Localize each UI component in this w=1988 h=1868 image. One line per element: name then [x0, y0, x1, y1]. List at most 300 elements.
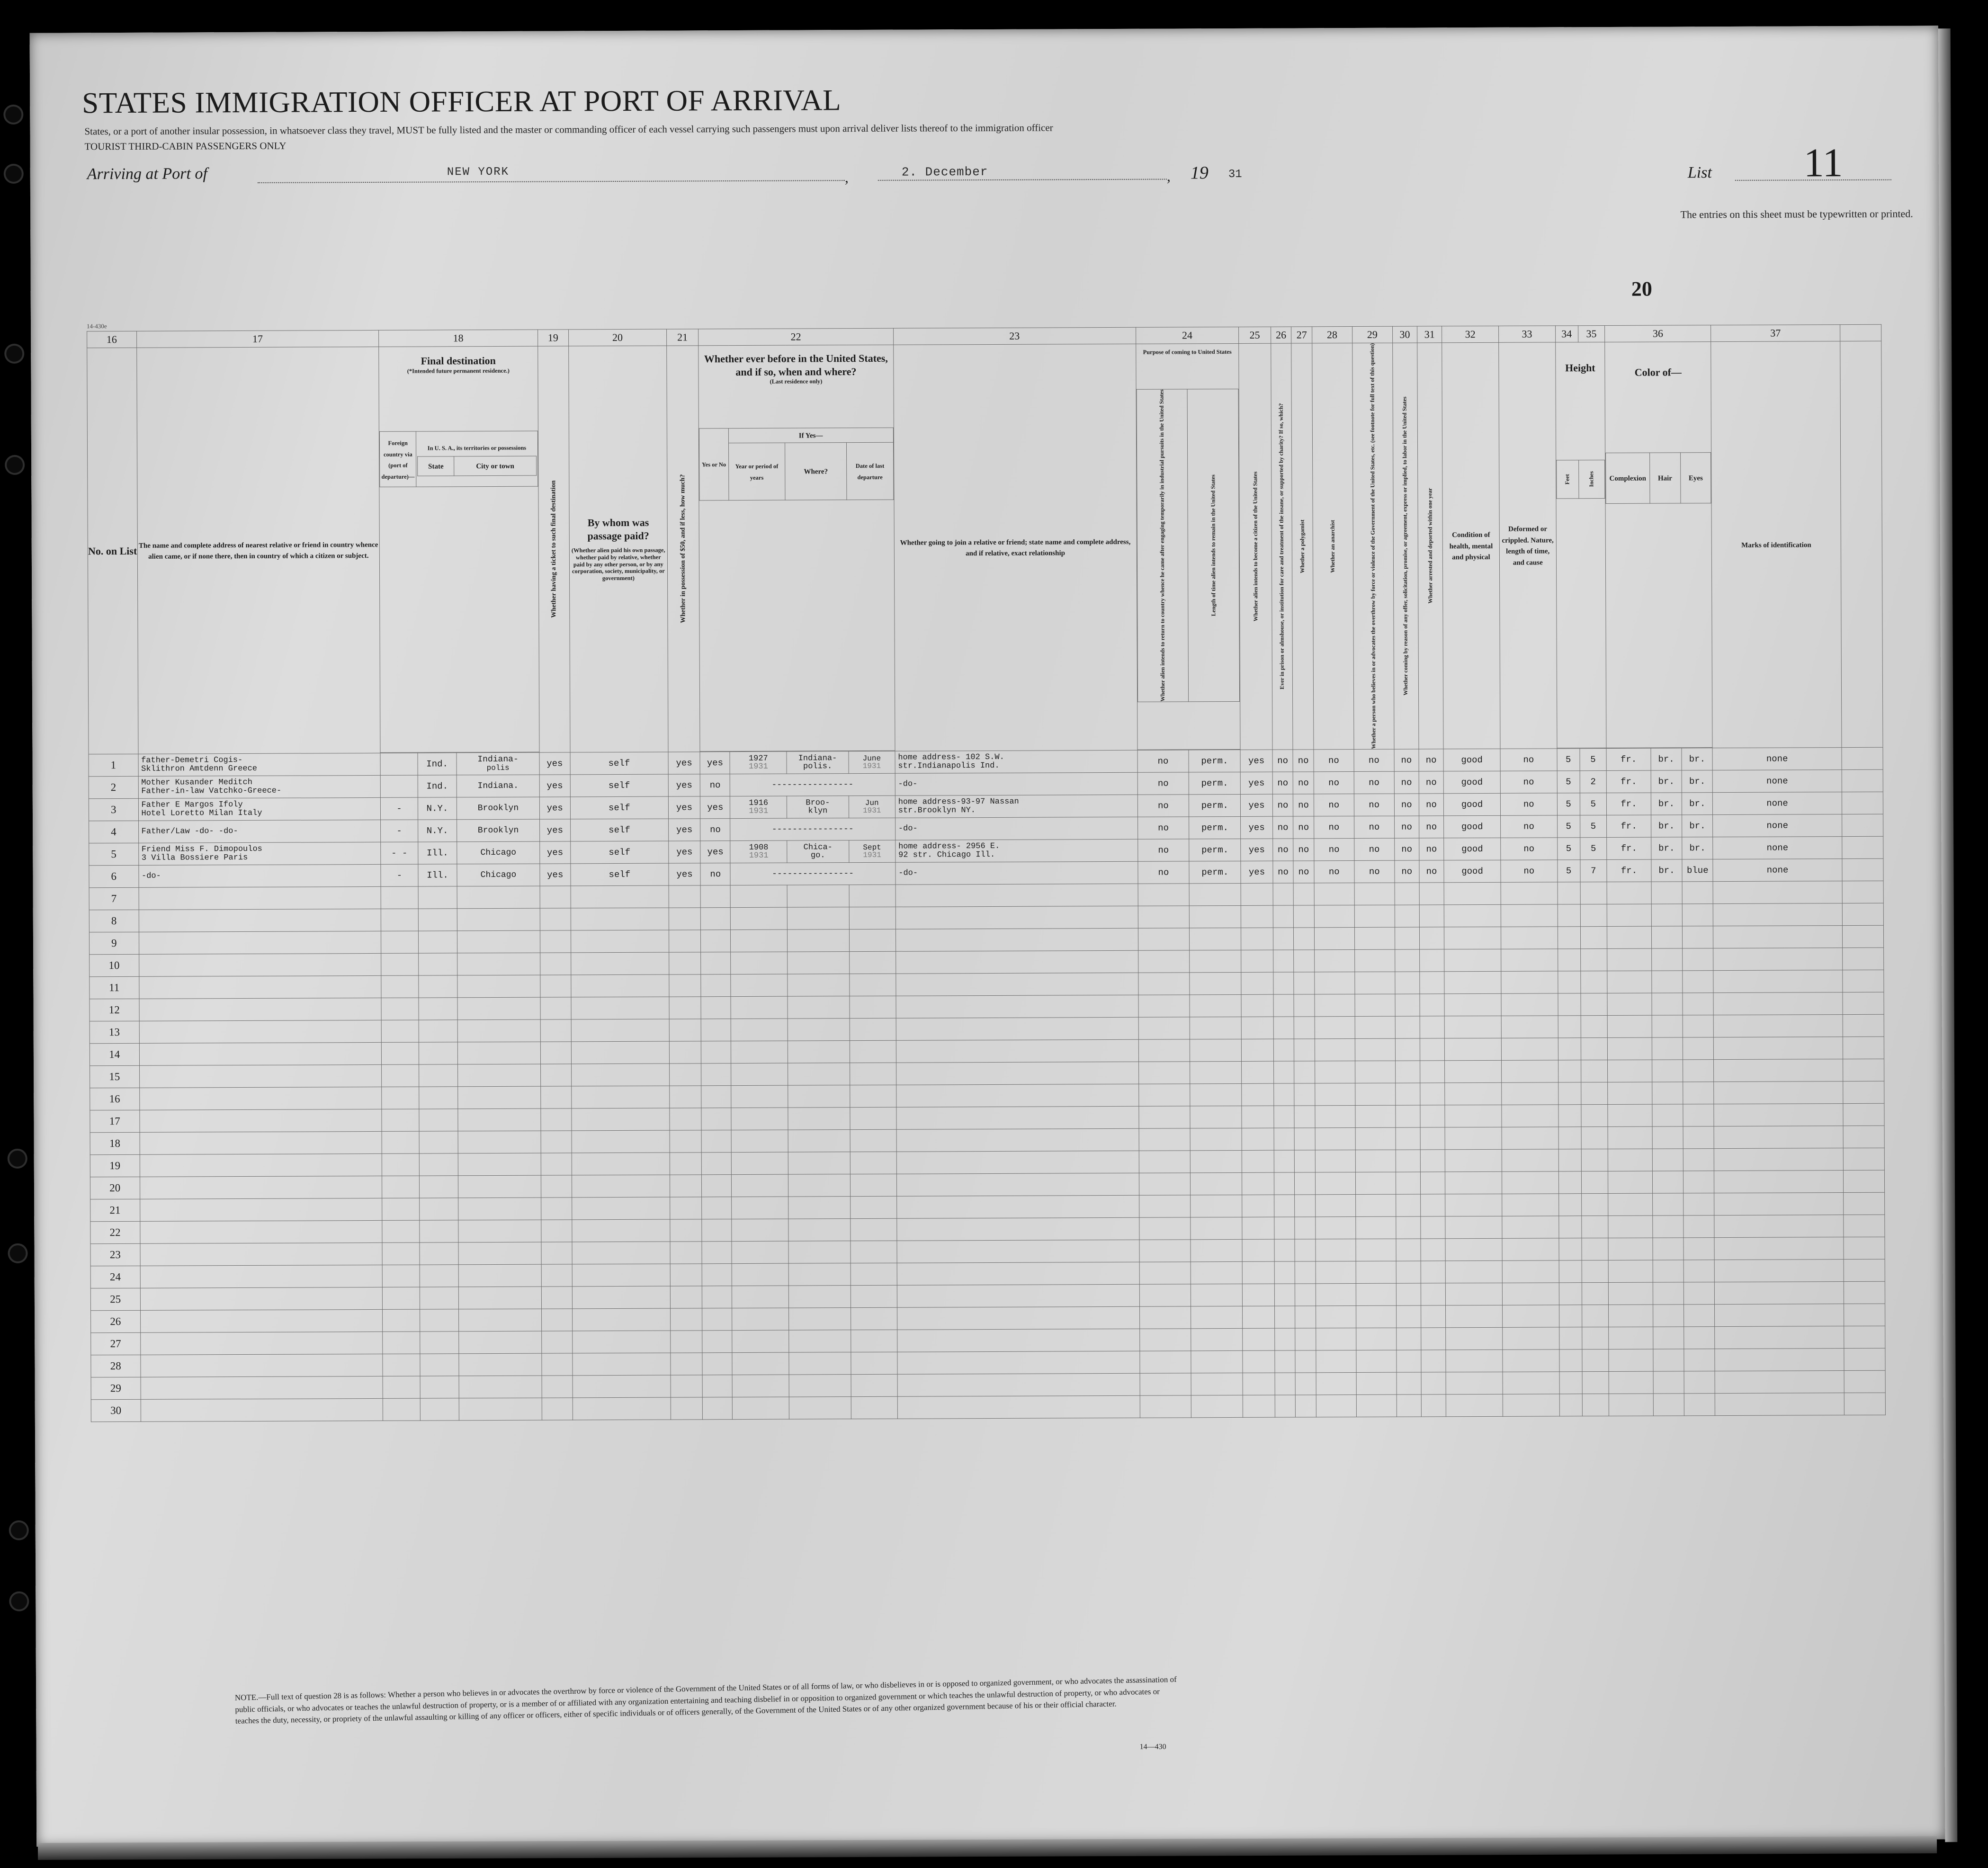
cell-foreign-country: - -	[381, 842, 418, 864]
cell-before-date	[851, 1263, 897, 1285]
cell-hair	[1652, 1149, 1683, 1171]
binder-hole	[9, 1245, 26, 1261]
cell-state	[419, 1176, 458, 1198]
cell-anarchist	[1315, 1127, 1355, 1150]
cell-contract-labor	[1396, 1305, 1421, 1328]
cell-city	[457, 953, 540, 975]
cell-before-date: Sept 1931	[849, 840, 895, 862]
cell-polygamist	[1295, 1373, 1316, 1395]
cell-height-feet	[1558, 882, 1580, 904]
cell-marks: none	[1712, 747, 1841, 770]
row-number: 7	[89, 887, 139, 910]
cell-passage-paid	[571, 1064, 669, 1086]
cell-right-margin	[1843, 1126, 1885, 1148]
cell-right-margin	[1843, 1170, 1885, 1192]
row-number: 4	[89, 821, 139, 843]
cell-nearest-relative	[140, 1354, 383, 1377]
cell-condition-health	[1445, 1038, 1502, 1060]
cell-height-feet	[1558, 927, 1580, 949]
cell-state	[420, 1265, 459, 1287]
list-label: List	[1687, 164, 1712, 182]
cell-passage-paid	[572, 1219, 670, 1242]
cell-foreign-country: -	[381, 797, 418, 820]
cell-length-of-stay	[1190, 950, 1241, 972]
cell-marks: none	[1713, 769, 1842, 792]
header-foreign-country: Foreign country via (port of departure)—	[381, 439, 415, 480]
form-code-left: 14-430e	[87, 322, 107, 330]
cell-anarchist: no	[1314, 771, 1354, 794]
cell-passage-paid	[571, 974, 669, 997]
cell-before-date	[851, 1352, 897, 1374]
cell-polygamist	[1294, 1039, 1315, 1061]
cell-hair	[1652, 993, 1683, 1015]
cell-height-inches	[1581, 1015, 1608, 1037]
cell-nearest-relative	[139, 975, 381, 999]
cell-complexion	[1607, 882, 1651, 904]
cell-before-year	[732, 1330, 789, 1352]
cell-prison-almshouse: no	[1272, 816, 1293, 839]
manifest-rows	[89, 747, 1885, 1422]
cell-joining: home address- 102 S.W. str.Indianapolis Ind.	[895, 750, 1137, 773]
row-number: 3	[89, 798, 138, 821]
cell-height-inches	[1582, 1349, 1609, 1371]
cell-joining	[897, 1284, 1139, 1307]
cell-length-of-stay	[1191, 1328, 1243, 1350]
cell-height-feet: 5	[1557, 771, 1580, 793]
cell-height-inches	[1580, 882, 1607, 904]
cell-foreign-country	[383, 1309, 420, 1332]
cell-height-feet	[1558, 1216, 1581, 1238]
cell-joining	[896, 1151, 1139, 1174]
cell-polygamist: no	[1293, 839, 1314, 861]
cell-anarchist	[1315, 972, 1355, 994]
cell-height-inches: 5	[1580, 837, 1607, 859]
cell-overthrow-government	[1355, 1150, 1396, 1172]
row-number: 25	[90, 1288, 140, 1310]
cell-ticket	[541, 1198, 572, 1220]
cell-before-year	[731, 1063, 788, 1085]
cell-foreign-country	[383, 1376, 420, 1398]
cell-right-margin	[1844, 1393, 1886, 1415]
page-title: STATES IMMIGRATION OFFICER AT PORT OF ARRIVAL	[82, 83, 842, 120]
row-number: 1	[89, 754, 138, 776]
comma-2: ,	[1166, 167, 1171, 185]
cell-nearest-relative	[140, 1198, 382, 1221]
cell-height-inches: 7	[1580, 859, 1607, 882]
cell-joining	[895, 950, 1138, 974]
cell-purpose-return	[1139, 1195, 1191, 1217]
cell-before-yesno	[702, 1263, 732, 1286]
cell-prison-almshouse	[1275, 1373, 1296, 1395]
cell-deformed-crippled	[1501, 927, 1558, 949]
cell-height-inches	[1580, 971, 1607, 993]
cell-anarchist	[1314, 883, 1354, 905]
cell-length-of-stay	[1190, 1083, 1242, 1106]
cell-overthrow-government	[1355, 972, 1395, 994]
cell-state	[420, 1309, 459, 1332]
cell-height-inches	[1581, 993, 1608, 1015]
cell-overthrow-government	[1356, 1350, 1397, 1372]
cell-marks	[1714, 1170, 1843, 1193]
cell-state: Ind.	[418, 753, 457, 775]
cell-before-where	[788, 951, 850, 974]
cell-fifty-dollars	[670, 1331, 702, 1353]
cell-anarchist	[1315, 1083, 1355, 1105]
header-color-of: Color of— Complexion Hair Eyes	[1605, 342, 1713, 748]
cell-eyes	[1684, 1237, 1715, 1260]
cell-overthrow-government: no	[1354, 794, 1394, 816]
cell-before-year	[730, 885, 787, 907]
cell-right-margin	[1844, 1348, 1886, 1370]
cell-before-where	[788, 1241, 851, 1263]
cell-before-yesno	[701, 1130, 731, 1152]
cell-foreign-country	[380, 775, 418, 797]
cell-contract-labor: no	[1394, 794, 1419, 816]
cell-fifty-dollars	[669, 908, 701, 930]
cell-joining	[896, 1128, 1139, 1152]
cell-anarchist	[1314, 949, 1354, 972]
cell-before-year	[732, 1375, 789, 1397]
cell-anarchist	[1315, 1038, 1355, 1061]
cell-fifty-dollars	[670, 1197, 702, 1219]
cell-before-yesno: yes	[700, 796, 730, 818]
cell-prison-almshouse	[1273, 883, 1294, 905]
cell-height-inches	[1582, 1327, 1609, 1349]
cell-condition-health	[1444, 993, 1501, 1016]
cell-overthrow-government	[1355, 1194, 1396, 1216]
cell-height-inches	[1581, 1193, 1608, 1216]
entries-note: The entries on this sheet must be typewritten or printed.	[1680, 207, 1913, 221]
cell-joining	[896, 973, 1138, 996]
cell-before-yesno: no	[700, 863, 730, 885]
cell-prison-almshouse	[1273, 1083, 1294, 1106]
header-row	[87, 341, 1883, 753]
cell-before-yesno	[701, 930, 731, 952]
scanned-manifest-page	[30, 26, 1945, 1846]
cell-before-date	[850, 996, 896, 1018]
cell-nearest-relative	[139, 931, 381, 954]
row-number: 6	[89, 865, 139, 887]
header-final-destination: Final destination (*Intended future permanent residence.) Foreign country via (port of departure)— In U. S. A., its territories or possessions State City or town	[379, 346, 539, 752]
row-number: 26	[91, 1310, 141, 1332]
cell-fifty-dollars	[669, 1086, 701, 1108]
header-ever-before-us: Whether ever before in the United States, and if so, when and where? (Last residence only) Yes or No If Yes— Year or period of years Where? Date of last departure	[698, 345, 895, 751]
cell-overthrow-government	[1356, 1394, 1397, 1417]
cell-passage-paid: self	[571, 841, 669, 864]
row-number: 20	[90, 1177, 140, 1199]
cell-overthrow-government	[1355, 1016, 1395, 1038]
cell-before-yesno: yes	[700, 840, 730, 863]
colnum-24: 24	[1136, 327, 1239, 344]
header-where: Where?	[804, 468, 828, 476]
cell-city: Brooklyn	[457, 819, 539, 842]
cell-anarchist: no	[1314, 816, 1354, 838]
cell-arrested-deported	[1421, 1239, 1445, 1261]
cell-eyes	[1684, 1371, 1715, 1393]
row-number: 13	[90, 1021, 139, 1043]
cell-height-feet	[1558, 1194, 1581, 1216]
cell-complexion	[1608, 1060, 1652, 1082]
cell-before-where	[788, 1263, 851, 1286]
cell-marks	[1715, 1304, 1844, 1326]
cell-city: Indiana.	[457, 775, 539, 797]
cell-deformed-crippled	[1503, 1327, 1559, 1350]
cell-before-where	[789, 1374, 851, 1397]
cell-polygamist	[1294, 972, 1315, 994]
cell-joining: home address-93-97 Nassan str.Brooklyn NY.	[895, 795, 1137, 818]
form-code: 14—430	[1139, 1743, 1166, 1751]
cell-city	[458, 1175, 541, 1198]
cell-nearest-relative: -do-	[138, 864, 381, 887]
cell-hair	[1651, 948, 1682, 971]
cell-right-margin	[1843, 1059, 1884, 1081]
cell-hair	[1653, 1394, 1684, 1416]
cell-before-yesno	[702, 1197, 732, 1219]
cell-deformed-crippled	[1502, 1194, 1559, 1216]
cell-prison-almshouse	[1274, 1306, 1295, 1328]
cell-hair	[1653, 1327, 1684, 1349]
cell-nearest-relative	[139, 998, 382, 1021]
cell-condition-health: good	[1444, 793, 1501, 815]
header-condition-of-health: Condition of health, mental and physical	[1442, 342, 1500, 749]
cell-marks	[1714, 1237, 1843, 1260]
row-number: 21	[90, 1199, 140, 1221]
cell-ticket	[541, 1309, 572, 1331]
cell-overthrow-government	[1356, 1261, 1396, 1283]
cell-arrested-deported	[1420, 994, 1444, 1016]
cell-prison-almshouse	[1273, 1039, 1294, 1061]
cell-fifty-dollars: yes	[668, 752, 700, 774]
colnum-30: 30	[1392, 326, 1417, 343]
cell-right-margin	[1842, 925, 1884, 947]
cell-condition-health	[1445, 1060, 1502, 1082]
header-marks-identification: Marks of identification	[1711, 341, 1841, 748]
cell-anarchist	[1316, 1283, 1356, 1305]
cell-intends-citizen	[1241, 928, 1273, 950]
cell-before-year: 1927 1931	[730, 751, 787, 774]
cell-arrested-deported: no	[1419, 838, 1444, 860]
cell-before-yesno	[701, 1019, 731, 1041]
cell-eyes	[1683, 948, 1714, 970]
cell-fifty-dollars	[669, 1064, 701, 1086]
cell-fifty-dollars	[670, 1130, 702, 1153]
cell-complexion	[1608, 1260, 1653, 1282]
cell-passage-paid	[573, 1353, 671, 1376]
header-ticket: Whether having a ticket to such final destination	[537, 346, 570, 752]
cell-hair	[1651, 882, 1682, 904]
cell-purpose-return	[1138, 1084, 1190, 1106]
cell-contract-labor	[1396, 1216, 1420, 1239]
cell-before-date	[850, 1018, 896, 1040]
cell-purpose-return	[1138, 1062, 1190, 1084]
cell-complexion: fr.	[1607, 837, 1651, 859]
cell-height-feet	[1559, 1394, 1582, 1416]
cell-arrested-deported: no	[1419, 749, 1443, 771]
cell-right-margin	[1842, 903, 1884, 925]
cell-state	[419, 1153, 458, 1176]
cell-before-date	[850, 974, 896, 996]
cell-fifty-dollars	[670, 1153, 702, 1175]
cell-city	[459, 1376, 541, 1398]
cell-eyes: br.	[1682, 770, 1713, 792]
cell-state	[418, 886, 457, 909]
cell-before-yesno	[702, 1352, 732, 1375]
cell-marks: none	[1713, 814, 1842, 837]
cell-deformed-crippled	[1501, 949, 1558, 971]
cell-fifty-dollars: yes	[668, 841, 700, 863]
cell-nearest-relative	[140, 1242, 382, 1266]
cell-hair	[1652, 1037, 1683, 1060]
cell-fifty-dollars	[670, 1308, 702, 1331]
cell-state	[419, 1131, 458, 1153]
cell-deformed-crippled	[1503, 1350, 1559, 1372]
cell-before-dash: ----------------	[730, 818, 895, 840]
cell-nearest-relative	[140, 1332, 383, 1355]
binder-hole	[6, 346, 22, 362]
cell-before-yesno: no	[700, 818, 730, 840]
cell-intends-citizen	[1241, 883, 1273, 905]
cell-city	[457, 886, 539, 909]
cell-right-margin	[1842, 769, 1883, 792]
cell-complexion	[1608, 1126, 1652, 1149]
cell-marks	[1713, 947, 1842, 970]
cell-before-yesno	[702, 1286, 732, 1308]
cell-before-year: 1916 1931	[730, 796, 787, 818]
cell-ticket	[540, 953, 571, 975]
cell-nearest-relative	[139, 1064, 382, 1088]
cell-purpose-return	[1138, 973, 1190, 995]
cell-intends-citizen	[1241, 1017, 1273, 1039]
cell-before-year	[731, 930, 788, 952]
cell-before-date	[850, 1107, 896, 1129]
cell-nearest-relative	[139, 1109, 382, 1132]
cell-condition-health	[1445, 1216, 1502, 1238]
cell-before-yesno	[702, 1397, 732, 1419]
cell-ticket	[541, 1131, 572, 1153]
cell-length-of-stay	[1191, 1261, 1243, 1284]
cell-condition-health	[1445, 1194, 1502, 1216]
cell-right-margin	[1843, 1014, 1884, 1037]
header-contract-labor: Whether coming by reason of any offer, solicitation, promise, or agreement, express or implied, to labor in the United States	[1392, 343, 1419, 749]
cell-overthrow-government	[1356, 1305, 1396, 1328]
cell-joining	[897, 1351, 1140, 1374]
cell-before-date	[850, 1085, 896, 1107]
cell-state	[419, 1042, 458, 1064]
cell-deformed-crippled	[1502, 1127, 1558, 1149]
row-number: 5	[89, 843, 139, 865]
cell-overthrow-government: no	[1354, 860, 1395, 883]
cell-eyes	[1684, 1326, 1715, 1349]
cell-city	[458, 1198, 541, 1220]
cell-before-yesno	[702, 1152, 732, 1174]
cell-condition-health	[1446, 1350, 1503, 1372]
cell-height-inches	[1580, 926, 1607, 948]
cell-height-inches	[1581, 1082, 1608, 1104]
cell-complexion	[1607, 926, 1652, 948]
cell-right-margin	[1843, 1148, 1885, 1170]
row-number: 16	[90, 1088, 140, 1110]
cell-joining	[897, 1217, 1139, 1241]
cell-city: Indiana- polis	[457, 752, 539, 775]
header-city: City or town	[476, 463, 514, 471]
cell-height-feet	[1558, 1038, 1581, 1060]
cell-anarchist	[1316, 1328, 1356, 1350]
cell-city	[459, 1398, 542, 1421]
cell-before-yesno	[702, 1330, 732, 1352]
cell-joining	[896, 1039, 1138, 1063]
cell-intends-citizen	[1242, 1150, 1274, 1172]
cell-intends-citizen	[1242, 1106, 1274, 1128]
header-hair: Hair	[1657, 474, 1672, 483]
cell-length-of-stay: perm.	[1189, 861, 1241, 883]
cell-before-yesno	[701, 1063, 731, 1085]
cell-condition-health	[1444, 927, 1501, 949]
cell-purpose-return	[1139, 1329, 1191, 1351]
cell-nearest-relative	[140, 1176, 382, 1199]
cell-purpose-return	[1139, 1240, 1191, 1262]
cell-anarchist	[1315, 1061, 1355, 1083]
cell-city: Chicago	[457, 841, 539, 864]
cell-arrested-deported: no	[1419, 771, 1443, 794]
cell-nearest-relative	[139, 953, 381, 976]
cell-contract-labor	[1396, 1194, 1420, 1216]
row-number: 22	[90, 1221, 140, 1243]
cell-condition-health: good	[1444, 838, 1501, 860]
cell-before-date	[851, 1396, 897, 1419]
cell-fifty-dollars	[670, 1242, 702, 1264]
cell-prison-almshouse	[1274, 1150, 1295, 1172]
cell-before-yesno	[701, 974, 731, 996]
cell-joining	[896, 1084, 1138, 1107]
cell-before-date	[850, 1040, 896, 1063]
cell-marks	[1715, 1393, 1844, 1415]
cell-foreign-country	[382, 1265, 420, 1287]
cell-state	[419, 1020, 458, 1042]
cell-passage-paid: self	[570, 819, 668, 841]
cell-joining: -do-	[895, 861, 1138, 885]
cell-ticket	[540, 1019, 571, 1042]
manifest-table	[87, 324, 1886, 1422]
cell-prison-almshouse	[1274, 1217, 1295, 1239]
cell-height-feet: 5	[1557, 838, 1580, 860]
cell-foreign-country	[381, 1020, 419, 1042]
cell-contract-labor	[1395, 949, 1419, 972]
cell-purpose-return	[1138, 1039, 1190, 1062]
cell-passage-paid	[572, 1308, 670, 1331]
cell-before-where	[789, 1396, 851, 1419]
cell-contract-labor	[1396, 1172, 1420, 1194]
cell-length-of-stay	[1190, 905, 1241, 928]
cell-fifty-dollars	[669, 930, 701, 952]
cell-marks	[1714, 1081, 1843, 1104]
cell-height-inches	[1582, 1394, 1609, 1416]
cell-polygamist	[1294, 1083, 1315, 1106]
cell-right-margin	[1844, 1370, 1886, 1393]
cell-contract-labor	[1396, 1261, 1421, 1283]
cell-anarchist	[1315, 1194, 1355, 1216]
cell-fifty-dollars	[670, 1175, 702, 1197]
cell-before-date	[851, 1218, 897, 1241]
cell-city	[457, 930, 540, 953]
cell-length-of-stay: perm.	[1189, 772, 1241, 794]
cell-polygamist	[1295, 1284, 1316, 1306]
cell-city	[457, 975, 540, 998]
cell-intends-citizen	[1242, 1195, 1274, 1217]
year-prefix: 19	[1190, 163, 1209, 183]
colnum-20: 20	[568, 329, 666, 346]
cell-prison-almshouse	[1274, 1239, 1295, 1261]
cell-height-feet	[1559, 1350, 1582, 1372]
